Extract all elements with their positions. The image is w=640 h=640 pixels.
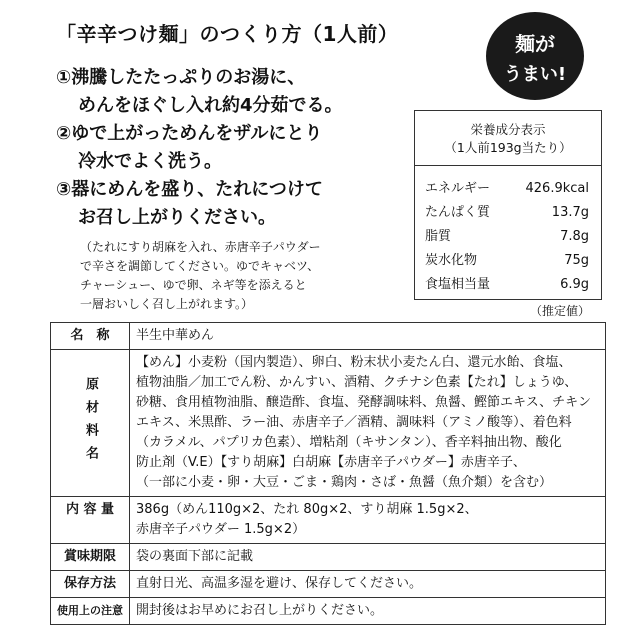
step-2-line-2: 冷水でよく洗う。 [78,151,222,172]
ingredients-line: 【めん】小麦粉（国内製造）、卵白、粉末状小麦たん白、還元水飴、食塩、 [136,355,572,370]
ingredients-line: エキス、米黒酢、ラー油、赤唐辛子／酒精、調味料（アミノ酸等）、着色料 [136,415,572,430]
nutrition-row [425,177,589,201]
nutrient-label: 食塩相当量 [425,277,491,292]
nutrient-value: 75g [564,253,589,268]
spec-row-content [51,497,606,544]
page-title: 「辛辛つけ麺」のつくり方（1人前） [56,22,399,46]
nutrient-value: 6.9g [560,277,589,292]
content-line: 赤唐辛子パウダー 1.5g×2） [136,522,306,537]
ingredients-line: 植物油脂／加工でん粉、かんすい、酒精、クチナシ色素【たれ】しょうゆ、 [136,375,578,390]
nutrition-row [425,225,589,249]
step-1-line-1: ①沸騰したたっぷりのお湯に、 [56,67,306,88]
note-line: 一層おいしく召し上がれます。） [80,297,254,311]
nutrition-serving: （1人前193g当たり） [444,140,572,155]
ingredients-line: （一部に小麦・卵・大豆・ごま・鶏肉・さば・魚醤（魚介類）を含む） [136,475,553,490]
nutrition-header [415,121,601,157]
step-1 [56,64,476,120]
step-3 [56,176,476,232]
nutrition-divider [415,165,601,166]
spec-row-ingredients [51,350,606,497]
spec-label: 保存方法 [51,571,130,598]
spec-row-storage [51,571,606,598]
nutrition-row [425,273,589,297]
spec-value: 開封後はお早めにお召し上がりください。 [130,598,606,625]
badge-line-1: 麺が [515,32,555,56]
spec-row-name [51,323,606,350]
spec-value: 袋の裏面下部に記載 [130,544,606,571]
spec-row-caution [51,598,606,625]
step-2 [56,120,476,176]
ingredients-line: 防止剤（V.E）【すり胡麻】白胡麻【赤唐辛子パウダー】赤唐辛子、 [136,455,526,470]
nutrient-label: 脂質 [425,229,452,244]
nutrient-label: 炭水化物 [425,253,478,268]
spec-value: 直射日光、高温多湿を避け、保存してください。 [130,571,606,598]
content-value [130,497,606,544]
nutrition-title: 栄養成分表示 [470,122,546,137]
nutrient-label: たんぱく質 [425,205,491,220]
ingredients-value [130,350,606,497]
spec-label: 内 容 量 [51,497,130,544]
step-3-line-1: ③器にめんを盛り、たれにつけて [56,179,323,200]
ingredients-line: 砂糖、食用植物油脂、醸造酢、食塩、発酵調味料、魚醤、鰹節エキス、チキン [136,395,592,410]
badge-line-2: うまい! [503,64,567,85]
nutrition-rows [425,177,589,297]
note-line: チャーシュー、ゆで卵、ネギ等を添えると [80,278,307,292]
nutrition-facts-box [414,110,602,300]
ingredients-line: （カラメル、パプリカ色素）、増粘剤（キサンタン）、香辛料抽出物、酸化 [136,435,562,450]
spec-label: 原材料名 [51,350,130,497]
cooking-steps [56,64,476,232]
nutrient-value: 13.7g [551,205,589,220]
step-1-line-2: めんをほぐし入れ約4分茹でる。 [78,95,343,116]
spec-label: 使用上の注意 [51,598,130,625]
note-line: （たれにすり胡麻を入れ、赤唐辛子パウダー [80,240,321,254]
spec-label: 賞味期限 [51,544,130,571]
nutrition-row [425,249,589,273]
spec-label: 名 称 [51,323,130,350]
nutrition-estimate-note: （推定値） [530,304,591,318]
nutrient-value: 7.8g [560,229,589,244]
spec-value: 半生中華めん [130,323,606,350]
content-line: 386g（めん110g×2、たれ 80g×2、すり胡麻 1.5g×2、 [136,502,478,517]
step-3-line-2: お召し上がりください。 [78,207,276,228]
nutrient-label: エネルギー [425,181,491,196]
note-line: で辛さを調節してください。ゆでキャベツ、 [80,259,320,273]
spec-row-expiry [51,544,606,571]
product-spec-table [50,322,606,625]
serving-note [80,238,420,314]
step-2-line-1: ②ゆで上がっためんをザルにとり [56,123,323,144]
nutrition-row [425,201,589,225]
promo-badge [486,12,584,100]
nutrient-value: 426.9kcal [525,181,589,196]
